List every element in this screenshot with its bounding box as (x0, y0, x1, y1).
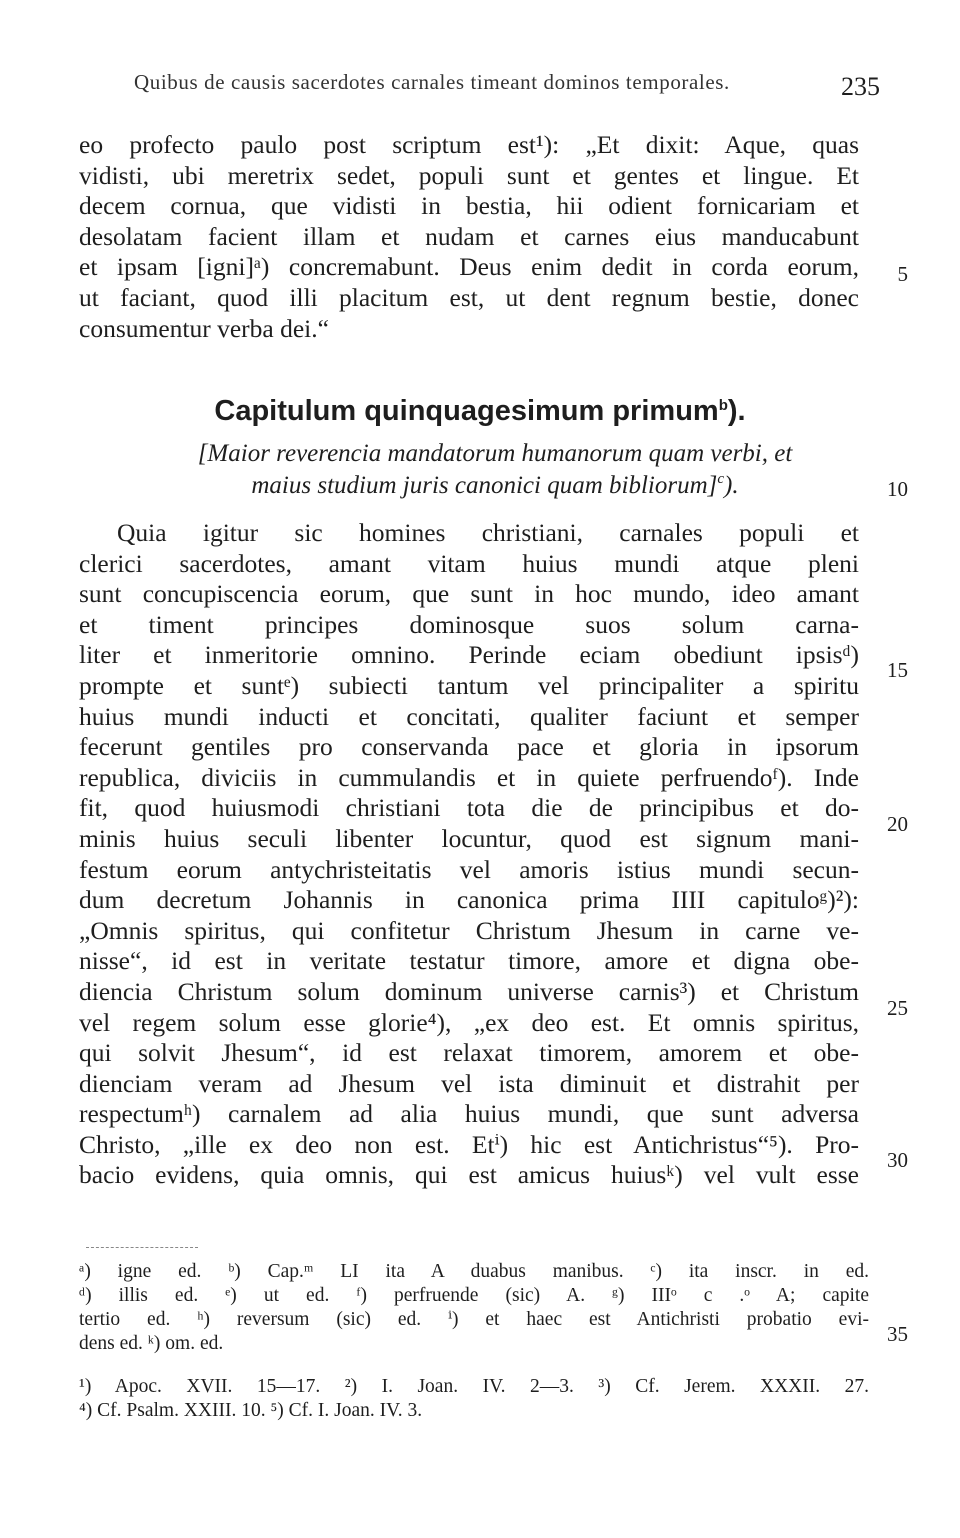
text-line: decem cornua, que vidisti in bestia, hii odient fornicariam et (79, 191, 859, 221)
line-number: 30 (887, 1148, 908, 1172)
chapter-subtitle-note: c (717, 471, 725, 487)
text-line: eo profecto paulo post scriptum est¹): „Et dixit: Aque, quas (79, 130, 859, 159)
text-line: respectumʰ) carnalem ad alia huius mundi, que sunt adversa (79, 1099, 859, 1129)
critical-apparatus (79, 1260, 869, 1356)
line-number: 35 (887, 1322, 908, 1346)
text-line: clerici sacerdotes, amant vitam huius mundi atque pleni (79, 548, 859, 578)
footnote-line: ⁴) Cf. Psalm. XXIII. 10. ⁵) Cf. I. Joan. IV. 3. (79, 1400, 423, 1421)
text-line: fecerunt gentiles pro conservanda pace et gloria in ipsorum (79, 732, 859, 762)
text-line: huius mundi inducti et concitati, qualiter faciunt et semper (79, 701, 859, 731)
footnote-line: ᵈ) illis ed. ᵉ) ut ed. ᶠ) perfruende (sic) A. ᵍ) IIIᵒ c .ᵒ A; capite (79, 1285, 869, 1306)
text-line: Christo, „ille ex deo non est. Etⁱ) hic est Antichristus“⁵). Pro- (79, 1129, 859, 1159)
text-line: bacio evidens, quia omnis, qui est amicus huiusᵏ) vel vult esse (79, 1160, 859, 1190)
text-line: Quia igitur sic homines christiani, carnales populi et (117, 518, 859, 547)
chapter-title-note: b (718, 397, 728, 414)
text-line: liter et inmeritorie omnino. Perinde eciam obediunt ipsisᵈ) (79, 640, 859, 670)
text-line: fit, quod huiusmodi christiani tota die de principibus et do- (79, 793, 859, 823)
text-line: vel regem solum esse glorie⁴), „ex deo est. Et omnis spiritus, (79, 1007, 859, 1037)
running-title: Quibus de causis sacerdotes carnales timeant dominos temporales. (134, 70, 730, 94)
text-line: nisse“, id est in veritate testatur timore, amore et digna obe- (79, 946, 859, 976)
text-line: qui solvit Jhesum“, id est relaxat timorem, amorem et obe- (79, 1038, 859, 1068)
chapter-title-paren: ). (727, 395, 746, 427)
footnote-rule (86, 1247, 198, 1248)
line-number: 15 (887, 658, 908, 682)
line-number: 20 (887, 812, 908, 836)
text-line: minis huius seculi libenter locuntur, quod est signum mani- (79, 823, 859, 853)
line-number: 10 (887, 477, 908, 501)
chapter-subtitle-paren: ). (724, 472, 739, 499)
text-line: „Omnis spiritus, qui confitetur Christum Jhesum in carne ve- (79, 915, 859, 945)
text-line: ut faciant, quod illi placitum est, ut dent regnum bestie, donec (79, 282, 859, 312)
footnote-line: tertio ed. ʰ) reversum (sic) ed. ⁱ) et haec est Antichristi probatio evi- (79, 1309, 869, 1330)
footnote-line: ᵃ) igne ed. ᵇ) Cap.ᵐ LI ita A duabus manibus. ᶜ) ita inscr. in ed. (79, 1261, 869, 1282)
top-paragraph (79, 130, 859, 344)
chapter-subtitle-line2 (150, 472, 840, 500)
text-line: festum eorum antychristeitatis vel amoris istius mundi secun- (79, 854, 859, 884)
chapter-title-text: Capitulum quinquagesimum primum (214, 395, 719, 427)
footnote-line: ¹) Apoc. XVII. 15—17. ²) I. Joan. IV. 2—3. ³) Cf. Jerem. XXXII. 27. (79, 1376, 869, 1397)
text-line: republica, diviciis in cummulandis et in quiete perfruendoᶠ). Inde (79, 762, 859, 792)
footnote-line: dens ed. ᵏ) om. ed. (79, 1333, 224, 1354)
text-line: desolatam facient illam et nudam et carnes eius manducabunt (79, 221, 859, 251)
line-number: 5 (897, 262, 908, 286)
line-number: 25 (887, 996, 908, 1020)
text-line: et timent principes dominosque suos solum carna- (79, 609, 859, 639)
text-line: diencia Christum solum dominum universe carnis³) et Christum (79, 976, 859, 1006)
chapter-subtitle-line1: [Maior reverencia mandatorum humanorum quam verbi, et (197, 440, 793, 467)
page-number: 235 (841, 72, 880, 101)
text-line: sunt concupiscencia eorum, que sunt in hoc mundo, ideo amant (79, 579, 859, 609)
source-notes (79, 1375, 869, 1423)
text-line: dum decretum Johannis in canonica prima IIII capituloᵍ)²): (79, 885, 859, 915)
chapter-subtitle-text: maius studium juris canonici quam bibliorum] (251, 472, 718, 499)
text-line: vidisti, ubi meretrix sedet, populi sunt et gentes et lingue. Et (79, 160, 859, 190)
text-line: consumentur verba dei.“ (79, 313, 329, 343)
text-line: prompte et suntᵉ) subiecti tantum vel principaliter a spiritu (79, 670, 859, 700)
text-line: et ipsam [igni]ᵃ) concremabunt. Deus enim dedit in corda eorum, (79, 252, 859, 282)
chapter-title (0, 395, 960, 428)
running-header (120, 70, 880, 110)
text-line: dienciam veram ad Jhesum vel ista diminuit et distrahit per (79, 1068, 859, 1098)
main-paragraph (79, 518, 859, 1191)
